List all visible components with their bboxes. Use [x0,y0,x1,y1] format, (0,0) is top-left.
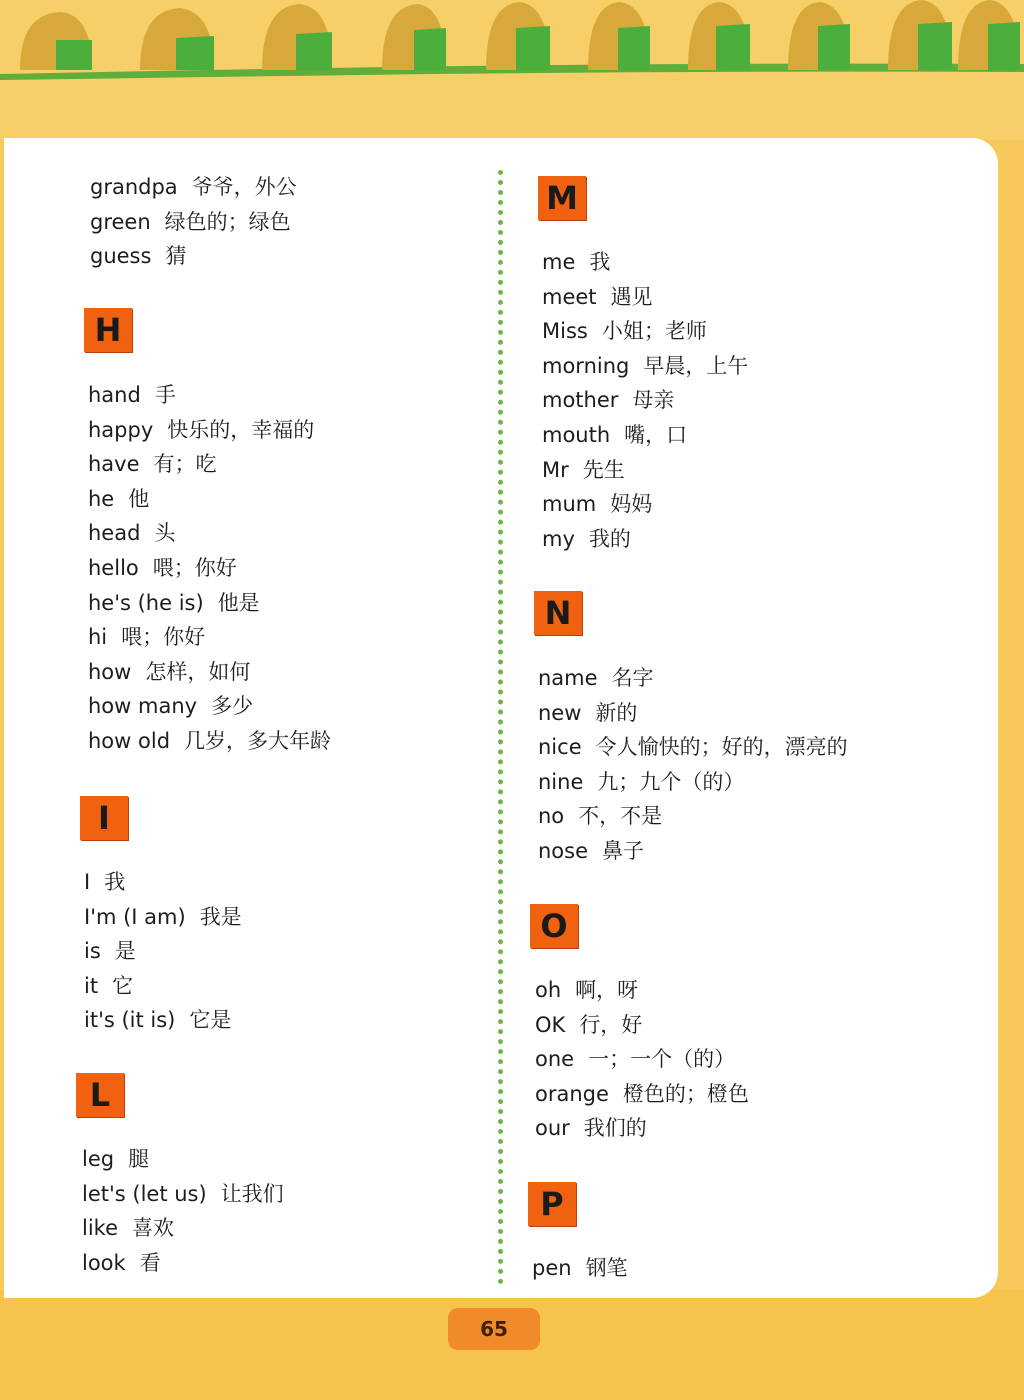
vocab-entry: green 绿色的；绿色 [90,209,291,234]
i-entries [84,865,242,1038]
p-entries [532,1251,628,1286]
l-entries [82,1142,284,1280]
vocab-entry: oh 啊，呀 [535,978,639,1002]
vocab-entry: OK 行，好 [535,1012,643,1037]
page-number: 65 [448,1308,540,1350]
vocab-entry: hand 手 [88,383,176,407]
vocab-entry: how old 几岁，多大年龄 [88,728,332,753]
vocab-entry: our 我们的 [535,1116,647,1141]
letter-badge-m: M [538,176,586,220]
vocab-entry: I'm (I am) 我是 [84,904,242,929]
vocab-entry: nine 九；九个（的） [538,769,745,794]
vocab-entry: hi 喂；你好 [88,625,206,650]
vocab-entry: it's (it is) 它是 [84,1008,232,1033]
vocab-entry: he 他 [88,486,150,511]
section-o [530,904,578,948]
vocab-entry: how many 多少 [88,694,254,719]
letter-badge-l: L [76,1073,124,1117]
letter-badge-h: H [84,308,132,352]
leaf-decorations [0,0,1024,80]
vocab-entry: mother 母亲 [542,388,675,413]
vocab-entry: head 头 [88,521,176,546]
vocab-entry: it 它 [84,973,134,998]
h-entries [88,378,331,759]
vocab-entry: look 看 [82,1250,161,1275]
vocab-entry: Miss 小姐；老师 [542,319,707,344]
g-entries [90,170,297,274]
vocab-entry: how 怎样，如何 [88,659,251,684]
m-entries [542,245,748,556]
vocab-entry: pen 钢笔 [532,1256,628,1280]
vocab-entry: grandpa 爷爷，外公 [90,175,297,199]
vocab-entry: happy 快乐的，幸福的 [88,417,315,442]
vocab-entry: hello 喂；你好 [88,555,237,580]
section-l [76,1073,124,1117]
section-p [528,1182,576,1226]
vocab-entry: me 我 [542,250,611,274]
vocab-entry: nice 令人愉快的；好的，漂亮的 [538,735,848,760]
vocab-entry: Mr 先生 [542,457,625,482]
vocab-entry: my 我的 [542,526,631,551]
vocab-entry: mouth 嘴，口 [542,422,688,447]
column-divider [498,170,503,1285]
vocab-entry: let's (let us) 让我们 [82,1181,284,1206]
vocab-entry: mum 妈妈 [542,492,653,517]
vocab-entry: meet 遇见 [542,284,653,309]
vocab-entry: nose 鼻子 [538,838,645,863]
vocab-entry: have 有；吃 [88,452,217,477]
vocab-entry: like 喜欢 [82,1216,175,1241]
vocab-entry: is 是 [84,939,136,964]
o-entries [535,973,749,1146]
letter-badge-i: I [80,796,128,840]
vocab-entry: guess 猜 [90,244,187,269]
vocab-entry: he's (he is) 他是 [88,590,260,615]
vocab-entry: orange 橙色的；橙色 [535,1081,749,1106]
letter-badge-n: N [534,591,582,635]
section-i [80,796,128,840]
letter-badge-p: P [528,1182,576,1226]
n-entries [538,661,848,869]
section-n [534,591,582,635]
section-h [84,308,132,352]
vocab-entry: leg 腿 [82,1147,150,1171]
vocab-entry: new 新的 [538,700,638,725]
vocab-entry: one 一；一个（的） [535,1047,736,1072]
section-m [538,176,586,220]
letter-badge-o: O [530,904,578,948]
vocab-entry: name 名字 [538,666,654,690]
vocab-entry: no 不，不是 [538,804,663,829]
vocab-entry: morning 早晨，上午 [542,353,749,378]
vocab-entry: I 我 [84,870,126,894]
